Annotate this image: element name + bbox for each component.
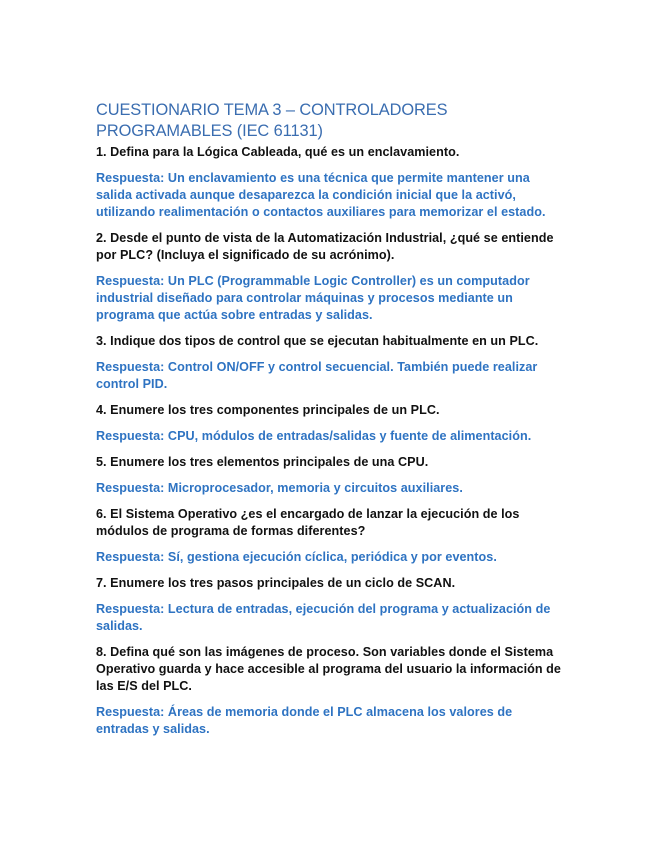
question-1: 1. Defina para la Lógica Cableada, qué es un enclavamiento. [96, 145, 460, 159]
answer-4: Respuesta: CPU, módulos de entradas/salidas y fuente de alimentación. [96, 429, 532, 443]
qa-item-3 [96, 333, 566, 393]
answer-2: Respuesta: Un PLC (Programmable Logic Controller) es un computador industrial diseñado para controlar máquinas y procesos mediante un programa que actúa sobre entradas y salidas. [96, 274, 530, 322]
answer-5: Respuesta: Microprocesador, memoria y circuitos auxiliares. [96, 481, 463, 495]
question-7: 7. Enumere los tres pasos principales de un ciclo de SCAN. [96, 576, 456, 590]
answer-8: Respuesta: Áreas de memoria donde el PLC almacena los valores de entradas y salidas. [96, 705, 513, 736]
document-page [96, 100, 566, 747]
answer-6: Respuesta: Sí, gestiona ejecución cíclica, periódica y por eventos. [96, 550, 497, 564]
qa-item-2 [96, 230, 566, 324]
question-5: 5. Enumere los tres elementos principales de una CPU. [96, 455, 429, 469]
question-2: 2. Desde el punto de vista de la Automatización Industrial, ¿qué se entiende por PLC? (Incluya el significado de su acrónimo). [96, 231, 554, 262]
question-4: 4. Enumere los tres componentes principales de un PLC. [96, 403, 440, 417]
qa-item-7 [96, 575, 566, 635]
qa-item-8 [96, 644, 566, 738]
qa-item-1 [96, 144, 566, 221]
answer-3: Respuesta: Control ON/OFF y control secuencial. También puede realizar control PID. [96, 360, 538, 391]
answer-1: Respuesta: Un enclavamiento es una técnica que permite mantener una salida activada aunque desaparezca la condición inicial que la activó, utilizando realimentación o contactos auxiliares para memorizar el estado. [96, 171, 546, 219]
question-6: 6. El Sistema Operativo ¿es el encargado de lanzar la ejecución de los módulos de programa de formas diferentes? [96, 507, 520, 538]
qa-item-5 [96, 454, 566, 497]
question-3: 3. Indique dos tipos de control que se ejecutan habitualmente en un PLC. [96, 334, 539, 348]
document-title: CUESTIONARIO TEMA 3 – CONTROLADORES PROGRAMABLES (IEC 61131) [96, 101, 448, 140]
qa-item-4 [96, 402, 566, 445]
qa-item-6 [96, 506, 566, 566]
answer-7: Respuesta: Lectura de entradas, ejecución del programa y actualización de salidas. [96, 602, 551, 633]
question-8: 8. Defina qué son las imágenes de proceso. Son variables donde el Sistema Operativo guarda y hace accesible al programa del usuario la información de las E/S del PLC. [96, 645, 561, 693]
